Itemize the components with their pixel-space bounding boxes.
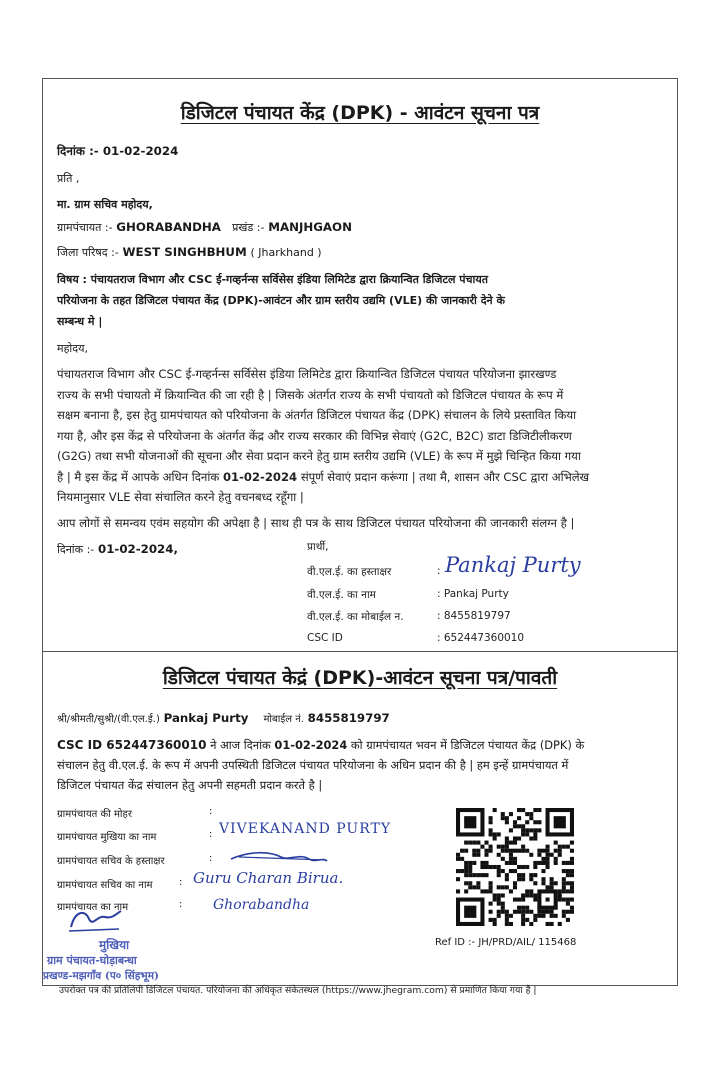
vle-signature: Pankaj Purty xyxy=(445,553,581,577)
ref-id: Ref ID :- JH/PRD/AIL/ 115468 xyxy=(435,937,577,948)
vle-mobile-value: : 8455819797 xyxy=(437,610,511,622)
receipt-mobile-label: मोबाईल नं. xyxy=(263,714,304,725)
body-line xyxy=(57,467,667,488)
gram-label: ग्रामपंचायत :- xyxy=(57,221,113,234)
field-mukhiya-colon: : xyxy=(209,829,213,840)
person-name: Pankaj Purty xyxy=(163,711,249,725)
letter-title: डिजिटल पंचायत केंद्र (DPK) - आवंटन सूचना पत्र xyxy=(180,102,540,124)
receipt-text: को ग्रामपंचायत भवन में डिजिटल पंचायत केंद्र (DPK) के xyxy=(350,738,585,752)
body-line: सक्षम बनाना है, इस हेतु ग्रामपंचायत को परियोजना के अंतर्गत डिजिटल पंचायत केंद्र (DPK) संचालन के लिये प्रस्तावित किया xyxy=(57,408,577,422)
receipt-line: डिजिटल पंचायत केंद्र संचालन हेतु अपनी सहमती प्रदान करते है | xyxy=(57,778,323,792)
person-prefix: श्री/श्रीमती/सुश्री/(वी.एल.ई.) xyxy=(57,714,160,725)
receipt-mobile-value: 8455819797 xyxy=(307,711,390,725)
prati: प्रति , xyxy=(57,172,80,185)
receipt-csc: CSC ID 652447360010 xyxy=(57,738,207,752)
body-line: गया है, और इस केंद्र से परियोजना के अंतर्गत केंद्र और राज्य सरकार की विभिन्न सेवाएं (G2C, B2C) डाटा डिजिटीलीकरण xyxy=(57,428,572,443)
receipt-paragraph xyxy=(57,735,669,795)
subject-line: सम्बन्ध मे | xyxy=(57,315,103,328)
stamp-line: ग्राम पंचायत-घोड़ाबन्धा xyxy=(47,954,137,967)
receipt-person-line xyxy=(57,711,390,725)
salutation: महोदय, xyxy=(57,342,88,355)
date-line xyxy=(57,143,178,159)
district-line xyxy=(57,245,322,260)
vle-sign-label: वी.एल.ई. का हस्ताक्षर xyxy=(307,566,392,578)
receipt-title: डिजिटल पंचायत केद्रं (DPK)-आवंटन सूचना पत्र/पावती xyxy=(162,667,558,689)
signature-date-value: 01-02-2024, xyxy=(98,542,178,556)
csc-id-value: : 652447360010 xyxy=(437,632,525,644)
section-divider xyxy=(43,651,677,652)
secretary-name-handwritten: Guru Charan Birua. xyxy=(193,869,344,887)
subject-block xyxy=(57,269,667,332)
field-seal-colon: : xyxy=(209,806,213,817)
body-paragraph xyxy=(57,364,667,508)
vle-name-value: : Pankaj Purty xyxy=(437,588,509,600)
csc-id-label: CSC ID xyxy=(307,632,343,644)
addressee: मा. ग्राम सचिव महोदय, xyxy=(57,198,153,211)
letter-page xyxy=(42,78,678,996)
qr-code xyxy=(456,808,574,926)
gram-value: GHORABANDHA xyxy=(116,220,221,234)
district-value: WEST SINGHBHUM xyxy=(122,245,247,259)
block-value: MANJHGAON xyxy=(268,220,352,234)
body-line: राज्य के सभी पंचायतो में क्रियान्वित की जा रही है | जिसके अंतर्गत राज्य के सभी पंचायतो को डिजिटल पंचायत के रूप में xyxy=(57,387,564,402)
subject-line: परियोजना के तहत डिजिटल पंचायत केंद्र (DPK)-आवंटन और ग्राम स्तरीय उद्यमि (VLE) की जानकारी देने के xyxy=(57,294,505,307)
field-secretary-name-label: ग्रामपंचायत सचिव का नाम xyxy=(57,880,153,891)
date-label: दिनांक :- xyxy=(57,144,99,158)
vle-sign-sep: : xyxy=(437,565,441,577)
panchayat-name-handwritten: Ghorabandha xyxy=(213,897,310,913)
field-panchayat-name-colon: : xyxy=(179,899,183,910)
body-date: 01-02-2024 xyxy=(222,469,298,484)
receipt-text: ने आज दिनांक xyxy=(210,738,271,752)
block-label: प्रखंड :- xyxy=(232,221,265,234)
subject-line: विषय : पंचायतराज विभाग और CSC ई-गव्हर्नन्स सर्विसेस इंडिया लिमिटेड द्वारा क्रियान्वित डिजिटल पंचायत xyxy=(57,273,489,286)
field-secretary-sign-colon: : xyxy=(209,853,213,864)
receipt-line xyxy=(57,735,669,755)
signature-date-label: दिनांक :- xyxy=(57,543,95,556)
field-secretary-sign-label: ग्रामपंचायत सचिव के हस्ताक्षर xyxy=(57,856,165,867)
applicant-label: प्रार्थी, xyxy=(307,541,329,553)
body-line: (G2G) तथा सभी योजनाओं की सूचना और सेवा प्रदान करने हेतु ग्राम स्तरीय उद्यमि (VLE) के रूप में मुझे चिन्हित किया गया xyxy=(57,449,581,463)
receipt-date: 01-02-2024 xyxy=(274,738,348,752)
district-label: जिला परिषद :- xyxy=(57,246,119,259)
receipt-line: संचालन हेतु वी.एल.ई. के रूप में अपनी उपस्थिती डिजिटल पंचायत परियोजना के अधिन प्रदान की है | हम इन्हें ग्रामपंचायत में xyxy=(57,758,569,772)
body-text: है | मै इस केंद्र में आपके अधिन दिनांक xyxy=(57,469,220,484)
field-seal-label: ग्रामपंचायत की मोहर xyxy=(57,809,132,820)
date-value: 01-02-2024 xyxy=(102,144,179,158)
mukhiya-name-handwritten: VIVEKANAND PURTY xyxy=(219,821,392,837)
stamp-line: प्रखण्ड-मझगाँव (प० सिंहभूम) xyxy=(43,970,159,982)
field-secretary-name-colon: : xyxy=(179,877,183,888)
field-panchayat-name-label: ग्रामपंचायत का नाम xyxy=(57,902,129,913)
state-value: ( Jharkhand ) xyxy=(250,246,322,259)
gram-line xyxy=(57,220,352,235)
secretary-signature-mark xyxy=(229,847,329,869)
field-mukhiya-label: ग्रामपंचायत मुखिया का नाम xyxy=(57,832,157,843)
footer-note: उपरोक्त पत्र की प्रतिलिपी डिजिटल पंचायत. परियोजना की अधिकृत संकेतस्थल (https://www.jhegram.com) से प्रमाणित किया गया है | xyxy=(59,985,537,996)
signature-date xyxy=(57,542,178,557)
vle-name-label: वी.एल.ई. का नाम xyxy=(307,589,376,601)
mukhiya-signature-mark xyxy=(65,905,125,935)
body-paragraph-2: आप लोगों से समन्वय एवंम सहयोग की अपेक्षा है | साथ ही पत्र के साथ डिजिटल पंचायत परियोजना की जानकारी संलग्न है | xyxy=(57,516,575,530)
body-line: नियमानुसार VLE सेवा संचालित करने हेतु वचनबध्द रहूँगा | xyxy=(57,490,304,504)
body-text: संपूर्ण सेवाएं प्रदान करूंगा | तथा मै, शासन और CSC द्वारा अभिलेख xyxy=(300,469,590,484)
vle-mobile-label: वी.एल.ई. का मोबाईल न. xyxy=(307,611,404,623)
stamp-line: मुखिया xyxy=(99,938,130,952)
body-line: पंचायतराज विभाग और CSC ई-गव्हर्नन्स सर्विसेस इंडिया लिमिटेड द्वारा क्रियान्वित डिजिटल पंचायत परियोजना झारखण्ड xyxy=(57,367,557,381)
